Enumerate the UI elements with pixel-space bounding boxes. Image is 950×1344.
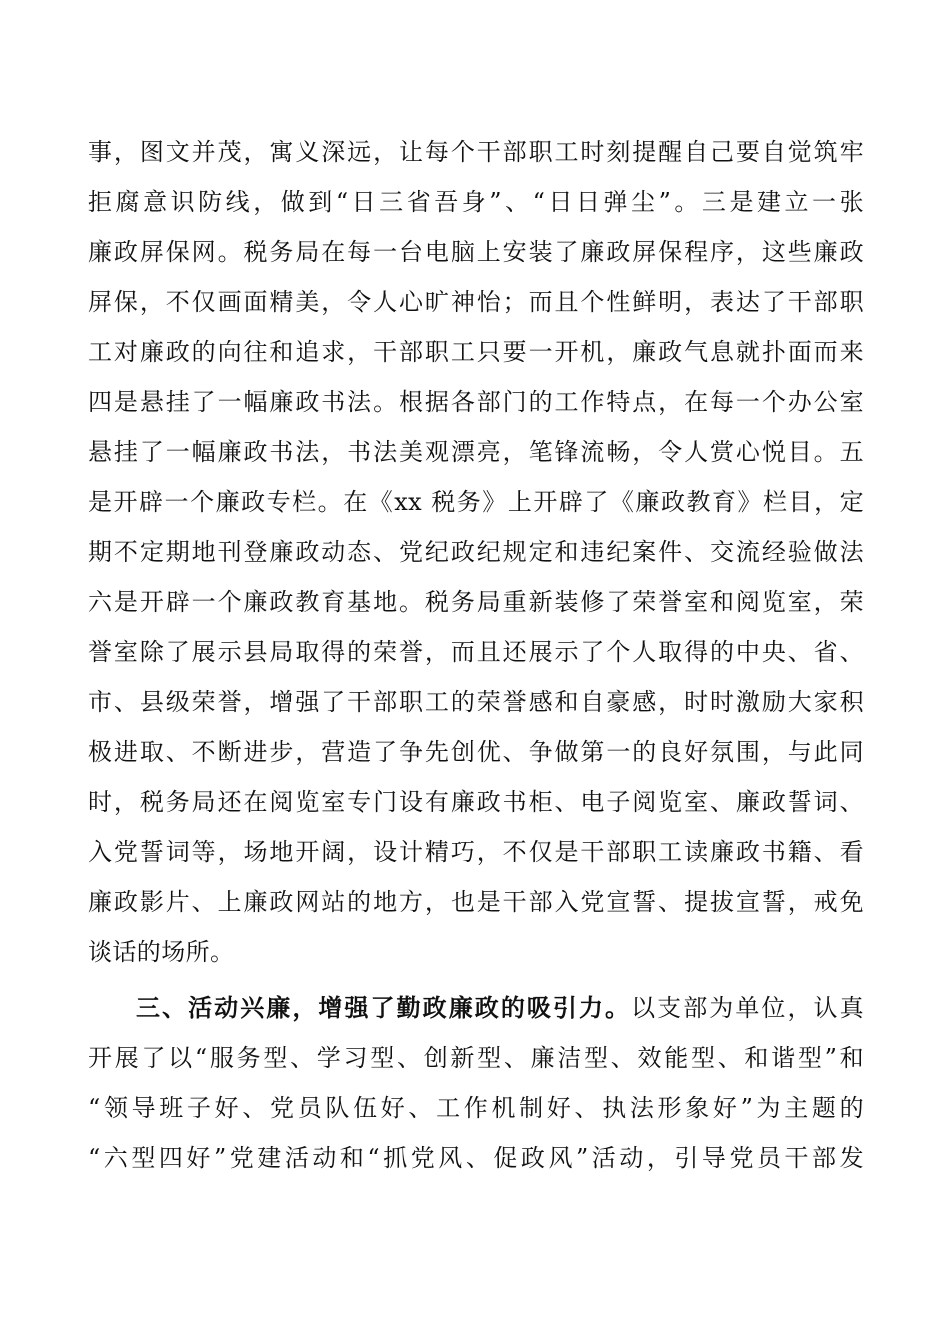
text-line: 是开辟一个廉政专栏。在《xx 税务》上开辟了《廉政教育》栏目，定	[88, 488, 864, 516]
text-line: “六型四好”党建活动和“抓党风、促政风”活动，引导党员干部发	[88, 1144, 864, 1172]
section-heading: 三、活动兴廉，增强了勤政廉政的吸引力。	[136, 993, 632, 1022]
section-first-line	[88, 983, 864, 1033]
text-line: 四是悬挂了一幅廉政书法。根据各部门的工作特点，在每一个办公室	[88, 388, 864, 416]
text-line: 事，图文并茂，寓义深远，让每个干部职工时刻提醒自己要自觉筑牢	[88, 138, 864, 166]
text-line: 期不定期地刊登廉政动态、党纪政纪规定和违纪案件、交流经验做法	[88, 538, 864, 566]
section-paragraph	[88, 983, 864, 1183]
text-line: 六是开辟一个廉政教育基地。税务局重新装修了荣誉室和阅览室，荣	[88, 588, 864, 616]
text-line: “领导班子好、党员队伍好、工作机制好、执法形象好”为主题的	[88, 1094, 864, 1122]
text-line: 工对廉政的向往和追求，干部职工只要一开机，廉政气息就扑面而来	[88, 338, 864, 366]
text-line: 极进取、不断进步，营造了争先创优、争做第一的良好氛围，与此同	[88, 738, 864, 766]
text-line: 廉政屏保网。税务局在每一台电脑上安装了廉政屏保程序，这些廉政	[88, 238, 864, 266]
text-line: 屏保，不仅画面精美，令人心旷神怡；而且个性鲜明，表达了干部职	[88, 288, 864, 316]
section-first-line-text: 以支部为单位，认真	[631, 994, 864, 1022]
text-line: 时，税务局还在阅览室专门设有廉政书柜、电子阅览室、廉政誓词、	[88, 788, 864, 816]
text-line: 入党誓词等，场地开阔，设计精巧，不仅是干部职工读廉政书籍、看	[88, 838, 864, 866]
text-line: 市、县级荣誉，增强了干部职工的荣誉感和自豪感，时时激励大家积	[88, 688, 864, 716]
text-line: 悬挂了一幅廉政书法，书法美观漂亮，笔锋流畅，令人赏心悦目。五	[88, 438, 864, 466]
body-paragraph	[88, 127, 864, 977]
text-line-last: 谈话的场所。	[88, 938, 235, 966]
text-line: 廉政影片、上廉政网站的地方，也是干部入党宣誓、提拔宣誓，戒免	[88, 888, 864, 916]
text-line: 开展了以“服务型、学习型、创新型、廉洁型、效能型、和谐型”和	[88, 1044, 864, 1072]
text-line: 拒腐意识防线，做到“日三省吾身”、“日日弹尘”。三是建立一张	[88, 188, 864, 216]
text-line: 誉室除了展示县局取得的荣誉，而且还展示了个人取得的中央、省、	[88, 638, 864, 666]
